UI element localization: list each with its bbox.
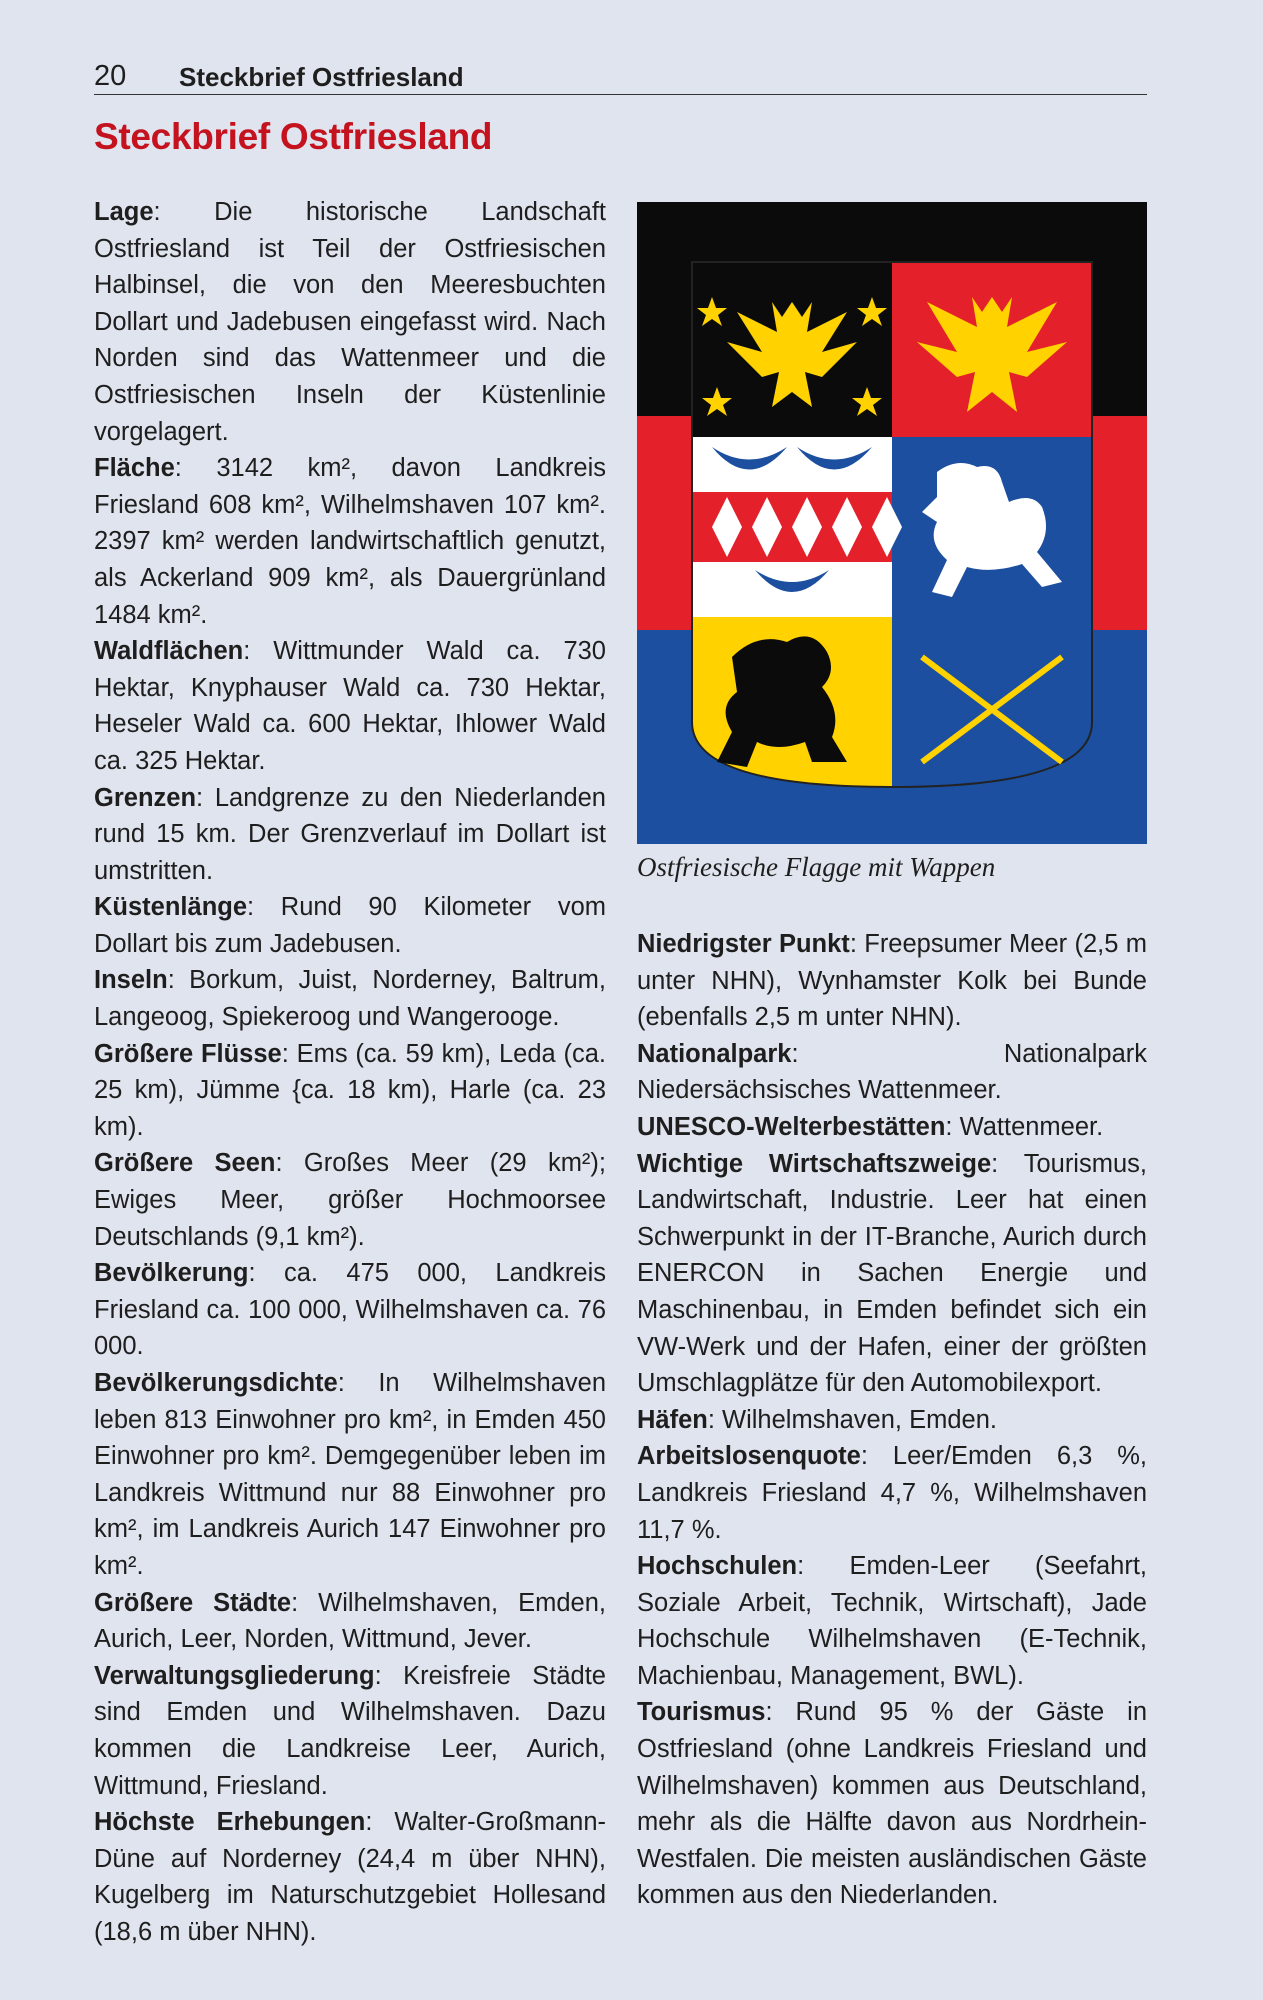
right-column xyxy=(637,926,1147,1914)
running-head xyxy=(94,58,1147,95)
entry-label: Waldflächen xyxy=(94,637,244,666)
coat-of-arms xyxy=(692,262,1092,792)
entry-text: : Wilhelmshaven, Emden. xyxy=(707,1405,997,1434)
entry-text: : Wattenmeer. xyxy=(945,1112,1104,1141)
left-column xyxy=(94,194,606,1951)
entry-text: : Wilhelmshaven, Emden, Aurich, Leer, Norden, Wittmund, Jever. xyxy=(94,1588,606,1654)
entry-inseln xyxy=(94,962,606,1035)
entry-label: Grenzen xyxy=(94,783,197,812)
entry-label: Fläche xyxy=(94,454,175,483)
entry-label: Küstenlänge xyxy=(94,893,248,922)
page-number: 20 xyxy=(94,60,127,92)
entry-label: Verwaltungsgliederung xyxy=(94,1661,375,1690)
entry-niedrigster-punkt xyxy=(637,926,1147,1036)
entry-arbeitslosenquote xyxy=(637,1438,1147,1548)
entry-label: Häfen xyxy=(637,1405,708,1434)
entry-text: : 3142 km², davon Landkreis Friesland 608 km², Wilhelmshaven 107 km². 2397 km² werden landwirtschaftlich genutzt, als Ackerland 909 km², als Dauergrünland 1484 km². xyxy=(94,454,606,629)
entry-text: : Wittmunder Wald ca. 730 Hektar, Knyphauser Wald ca. 730 Hektar, Heseler Wald ca. 600 Hektar, Ihlower Wald ca. 325 Hektar. xyxy=(94,637,606,775)
entry-erhebungen xyxy=(94,1804,606,1950)
entry-text: : Borkum, Juist, Norderney, Baltrum, Langeoog, Spiekeroog und Wangerooge. xyxy=(94,966,606,1032)
entry-hochschulen xyxy=(637,1548,1147,1694)
entry-staedte xyxy=(94,1585,606,1658)
entry-text: : Kreisfreie Städte sind Emden und Wilhelmshaven. Dazu kommen die Landkreise Leer, Aurich, Wittmund, Friesland. xyxy=(94,1661,606,1800)
entry-lage xyxy=(94,194,606,450)
entry-text: : Landgrenze zu den Niederlanden rund 15 km. Der Grenzverlauf im Dollart ist umstritten. xyxy=(94,783,606,885)
entry-text: : Großes Meer (29 km²); Ewiges Meer, größer Hochmoorsee Deutschlands (9,1 km²). xyxy=(94,1149,607,1251)
figure-caption: Ostfriesische Flagge mit Wappen xyxy=(637,852,996,882)
running-title: Steckbrief Ostfriesland xyxy=(179,62,464,92)
entry-label: Hochschulen xyxy=(637,1552,798,1581)
entry-unesco xyxy=(637,1109,1147,1146)
entry-text: : ca. 475 000, Landkreis Friesland ca. 100 000, Wilhelmshaven ca. 76 000. xyxy=(94,1259,606,1361)
entry-label: Größere Seen xyxy=(94,1149,276,1178)
entry-text: : Rund 95 % der Gäste in Ostfriesland (ohne Landkreis Friesland und Wilhelmshaven) kommen aus Deutschland, mehr als die Hälfte davon aus Nordrhein-Westfalen. Die meisten ausländischen Gäste kommen aus den Niederlanden. xyxy=(637,1698,1147,1910)
entry-text: : Emden-Leer (Seefahrt, Soziale Arbeit, Technik, Wirtschaft), Jade Hochschule Wilhelmshaven (E-Technik, Machienbau, Management, BWL). xyxy=(637,1552,1147,1690)
entry-label: Bevölkerungsdichte xyxy=(94,1369,338,1397)
entry-label: Niedrigster Punkt xyxy=(637,930,850,958)
entry-verwaltung xyxy=(94,1658,606,1804)
entry-text: : Tourismus, Landwirtschaft, Industrie. Leer hat einen Schwerpunkt in der IT-Branche, Aurich durch ENERCON in Sachen Energie und Maschinenbau, in Emden befindet sich ein VW-Werk und der Hafen, einer der größten Umschlagplätze für den Automobilexport. xyxy=(637,1149,1147,1398)
entry-text: : In Wilhelmshaven leben 813 Einwohner pro km², in Emden 450 Einwohner pro km². Demgegenüber leben im Landkreis Wittmund nur 88 Einwohner pro km², im Landkreis Aurich 147 Einwohner pro km². xyxy=(94,1369,606,1580)
entry-bevoelkerungsdichte xyxy=(94,1365,606,1585)
entry-label: Größere Flüsse xyxy=(94,1039,282,1068)
entry-label: UNESCO-Welterbestätten xyxy=(637,1112,946,1141)
entry-bevoelkerung xyxy=(94,1255,606,1365)
east-frisian-flag-image xyxy=(637,202,1147,844)
entry-waldflaechen xyxy=(94,633,606,779)
entry-text: : Rund 90 Kilometer vom Dollart bis zum Jadebusen. xyxy=(94,893,606,958)
entry-tourismus xyxy=(637,1694,1147,1914)
entry-label: Tourismus xyxy=(637,1698,766,1727)
entry-label: Lage xyxy=(94,198,154,226)
entry-text: : Freepsumer Meer (2,5 m unter NHN), Wynhamster Kolk bei Bunde (ebenfalls 2,5 m unter NHN). xyxy=(637,930,1148,1032)
entry-fluesse xyxy=(94,1036,606,1146)
entry-wirtschaft xyxy=(637,1146,1147,1402)
entry-label: Arbeitslosenquote xyxy=(637,1442,861,1471)
entry-label: Nationalpark xyxy=(637,1039,792,1068)
flag-figure xyxy=(637,202,1147,844)
entry-flaeche xyxy=(94,450,606,633)
entry-grenzen xyxy=(94,780,606,890)
entry-text: : Ems (ca. 59 km), Leda (ca. 25 km), Jümme {ca. 18 km), Harle (ca. 23 km). xyxy=(94,1039,606,1141)
entry-label: Wichtige Wirtschaftszweige xyxy=(637,1149,992,1178)
entry-text: : Nationalpark Niedersächsisches Wattenmeer. xyxy=(637,1039,1147,1105)
entry-kuestenlaenge xyxy=(94,889,606,962)
entry-text: : Walter-Großmann-Düne auf Norderney (24,4 m über NHN), Kugelberg im Naturschutzgebiet Hollesand (18,6 m über NHN). xyxy=(94,1808,606,1946)
entry-seen xyxy=(94,1145,606,1255)
entry-text: : Leer/Emden 6,3 %, Landkreis Friesland 4,7 %, Wilhelmshaven 11,7 %. xyxy=(637,1442,1147,1544)
entry-label: Bevölkerung xyxy=(94,1259,249,1288)
entry-label: Höchste Erhebungen xyxy=(94,1808,366,1837)
page-title: Steckbrief Ostfriesland xyxy=(94,116,493,157)
entry-nationalpark xyxy=(637,1036,1147,1109)
entry-label: Größere Städte xyxy=(94,1588,292,1617)
entry-label: Inseln xyxy=(94,966,168,995)
entry-haefen xyxy=(637,1402,1147,1439)
entry-text: : Die historische Landschaft Ostfriesland ist Teil der Ostfriesischen Halbinsel, die von den Meeresbuchten Dollart und Jadebusen eingefasst wird. Nach Norden sind das Wattenmeer und die Ostfriesischen Inseln der Küstenlinie vorgelagert. xyxy=(94,198,606,446)
